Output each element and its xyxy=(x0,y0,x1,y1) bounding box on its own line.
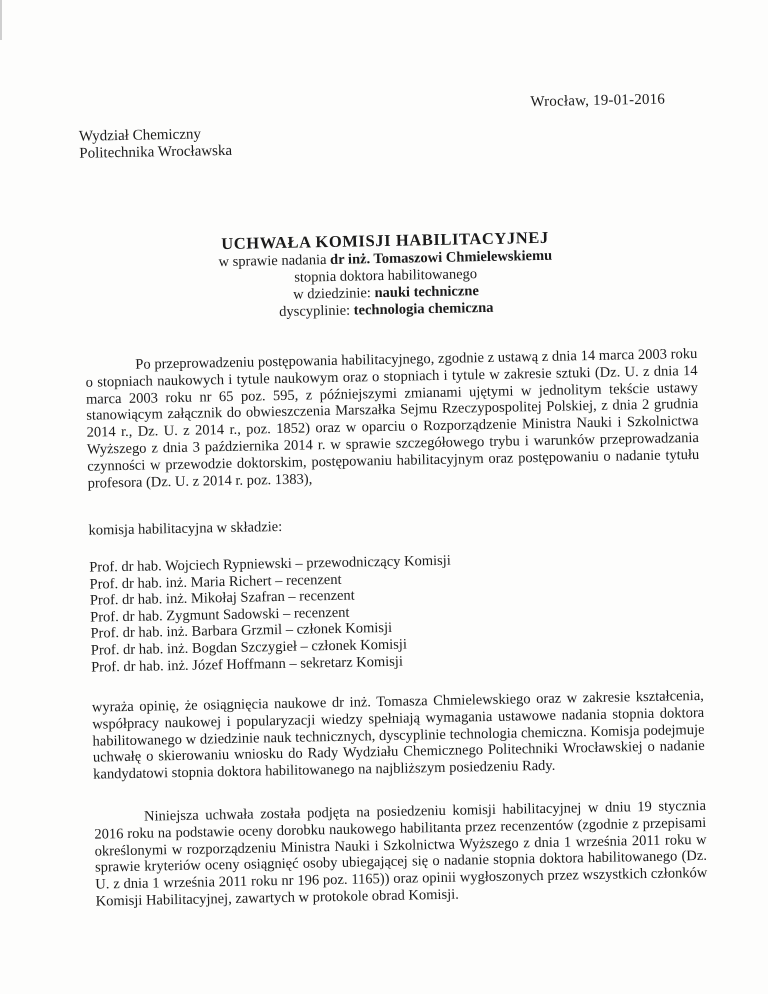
committee-member: Prof. dr hab. inż. Barbara Grzmil – członek Komisji xyxy=(90,620,393,643)
opinion-paragraph: wyraża opinię, że osiągnięcia naukowe dr inż. Tomasza Chmielewskiego oraz w zakresie kształcenia, współpracy naukowej i popularyzacji wiedzy spełniają wymagania ustawowe nadania stopnia doktora habilitowanego w dziedzinie nauk technicznych, dyscyplinie technologia chemiczna. Komisja podejmuje uchwałę o skierowaniu wniosku do Rady Wydziału Chemicznego Politechniki Wrocławskiej o nadanie kandydatowi stopnia doktora habilitowanego na najbliższym posiedzeniu Rady. xyxy=(91,687,705,783)
candidate-name: dr inż. Tomaszowi Chmielewskiemu xyxy=(329,247,553,268)
subject-prefix: w sprawie nadania xyxy=(218,251,331,271)
discipline-prefix: dyscyplinie: xyxy=(279,302,354,320)
sender-block xyxy=(79,126,232,163)
discipline-value: technologia chemiczna xyxy=(353,299,494,319)
committee-member: Prof. dr hab. Zygmunt Sadowski – recenzent xyxy=(90,604,350,626)
committee-member: Prof. dr hab. inż. Mikołaj Szafran – recenzent xyxy=(89,587,355,609)
committee-intro: komisja habilitacyjna w składzie: xyxy=(88,518,283,539)
field-value: nauki techniczne xyxy=(374,283,479,302)
committee-members-list xyxy=(89,550,591,676)
resolution-title: UCHWAŁA KOMISJI HABILITACYJNEJ xyxy=(221,227,549,254)
field-prefix: w dziedzinie: xyxy=(293,285,375,303)
university-name: Politechnika Wrocławska xyxy=(79,142,233,162)
adoption-paragraph: Niniejsza uchwała została podjęta na posiedzeniu komisji habilitacyjnej w dniu 19 stycznia 2016 roku na podstawie oceny dorobku naukowego habilitanta przez recenzentów (zgodnie z przepisami określonymi w rozporządzeniu Ministra Nauki i Szkolnictwa Wyższego z dnia 1 września 2011 roku w sprawie kryteriów oceny osiągnięć osoby ubiegającej się o nadanie stopnia doktora habilitowanego (Dz. U. z dnia 1 września 2011 roku nr 196 poz. 1165)) oraz opinii wygłoszonych przez wszystkich członków Komisji Habilitacyjnej, zawartych w protokole obrad Komisji. xyxy=(94,797,708,910)
committee-member: Prof. dr hab. inż. Bogdan Szczygieł – członek Komisji xyxy=(90,636,408,659)
faculty-name: Wydział Chemiczny xyxy=(78,126,202,145)
committee-member: Prof. dr hab. inż. Maria Richert – recenzent xyxy=(89,571,342,593)
committee-member: Prof. dr hab. inż. Józef Hoffmann – sekretarz Komisji xyxy=(91,653,404,676)
place-date: Wrocław, 19-01-2016 xyxy=(530,91,666,111)
resolution-heading xyxy=(185,228,587,323)
committee-member: Prof. dr hab. Wojciech Rypniewski – przewodniczący Komisji xyxy=(89,552,451,576)
degree-line: stopnia doktora habilitowanego xyxy=(294,266,478,286)
legal-basis-paragraph: Po przeprowadzeniu postępowania habilitacyjnego, zgodnie z ustawą z dnia 14 marca 2003 roku o stopniach naukowych i tytule naukowym oraz o stopniach i tytule w zakresie sztuki (Dz. U. z dnia 14 marca 2003 roku nr 65 poz. 595, z późniejszymi zmianami ujętymi w jednolitym tekście ustawy stanowiącym załącznik do obwieszczenia Marszałka Sejmu Rzeczypospolitej Polskiej, z dnia 2 grudnia 2014 r., Dz. U. z 2014 r., poz. 1852) oraz w oparciu o Rozporządzenie Ministra Nauki i Szkolnictwa Wyższego z dnia 3 października 2014 r. w sprawie szczegółowego trybu i warunków przeprowadzania czynności w przewodzie doktorskim, postępowaniu habilitacyjnym oraz postępowaniu o nadanie tytułu profesora (Dz. U. z 2014 r. poz. 1383), xyxy=(85,345,700,492)
